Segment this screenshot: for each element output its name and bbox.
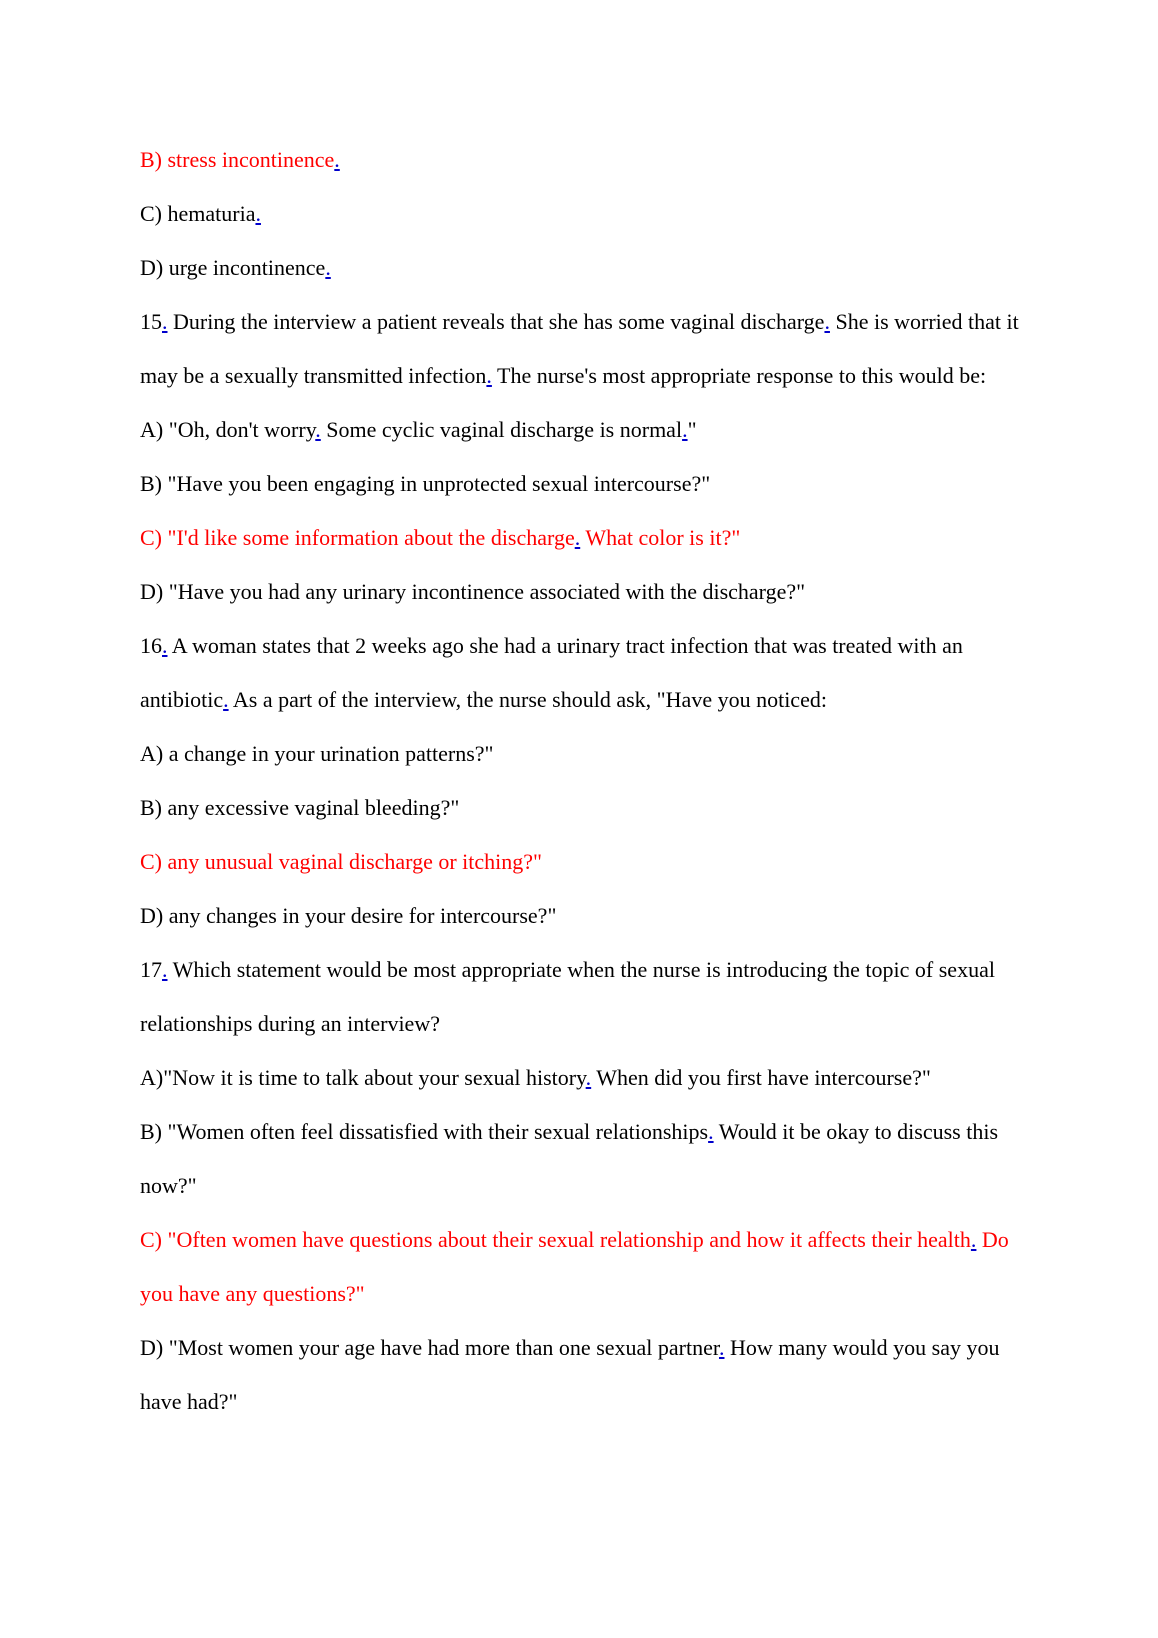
text-line: [140, 1051, 1040, 1105]
answer-line: [140, 511, 1040, 565]
period-link[interactable]: .: [718, 1335, 725, 1360]
text-line: [140, 889, 1040, 943]
period-link[interactable]: .: [255, 201, 261, 226]
text-segment: A woman states that 2 weeks ago she had a urinary tract infection that was treated with an antibiotic: [140, 633, 963, 712]
period-link[interactable]: .: [824, 309, 830, 334]
text-segment: 15: [140, 309, 162, 334]
text-segment: Which statement would be most appropriate when the nurse is introducing the topic of sexual relationships during an interview?: [140, 957, 995, 1036]
text-segment: How many would you say you have had?": [140, 1335, 1000, 1414]
text-segment: D) urge incontinence: [140, 255, 326, 280]
text-line: [140, 565, 1040, 619]
text-segment: B) "Women often feel dissatisfied with their sexual relationships: [140, 1119, 709, 1144]
text-segment: B) any excessive vaginal bleeding?": [140, 795, 460, 820]
text-segment: C) "I'd like some information about the discharge: [140, 525, 575, 550]
text-segment: 16: [140, 633, 162, 658]
text-segment: Some cyclic vaginal discharge is normal: [320, 417, 683, 442]
text-segment: ": [687, 417, 697, 442]
text-segment: A)"Now it is time to talk about your sexual history: [140, 1065, 586, 1090]
text-segment: A) a change in your urination patterns?": [140, 741, 494, 766]
period-link[interactable]: .: [162, 633, 168, 658]
text-segment: Do you have any questions?": [140, 1227, 1009, 1306]
period-link[interactable]: .: [334, 147, 340, 172]
text-segment: C) any unusual vaginal discharge or itching?": [140, 849, 543, 874]
text-line: [140, 781, 1040, 835]
text-segment: C) "Often women have questions about their sexual relationship and how it affects their health: [140, 1227, 971, 1252]
text-segment: When did you first have intercourse?": [591, 1065, 931, 1090]
document-body: [140, 133, 1040, 1429]
answer-line: [140, 835, 1040, 889]
period-link[interactable]: .: [223, 687, 229, 712]
period-link[interactable]: .: [708, 1119, 714, 1144]
text-segment: B) "Have you been engaging in unprotected sexual intercourse?": [140, 471, 711, 496]
text-segment: 17: [140, 957, 162, 982]
period-link[interactable]: .: [970, 1227, 977, 1252]
text-segment: A) "Oh, don't worry: [140, 417, 316, 442]
text-segment: Would it be okay to discuss this now?": [140, 1119, 999, 1198]
text-segment: What color is it?": [580, 525, 741, 550]
period-link[interactable]: .: [325, 255, 331, 280]
period-link[interactable]: .: [162, 309, 168, 334]
answer-line: [140, 133, 1040, 187]
text-segment: The nurse's most appropriate response to this would be:: [491, 363, 987, 388]
period-link[interactable]: .: [486, 363, 492, 388]
period-link[interactable]: .: [315, 417, 321, 442]
text-line: [140, 943, 1040, 1051]
period-link[interactable]: .: [682, 417, 688, 442]
text-line: [140, 295, 1040, 403]
text-line: [140, 727, 1040, 781]
text-segment: C) hematuria: [140, 201, 256, 226]
period-link[interactable]: .: [162, 957, 168, 982]
text-segment: D) "Have you had any urinary incontinence associated with the discharge?": [140, 579, 806, 604]
answer-line: [140, 1213, 1040, 1321]
text-segment: As a part of the interview, the nurse should ask, "Have you noticed:: [228, 687, 827, 712]
text-line: [140, 1321, 1040, 1429]
text-line: [140, 457, 1040, 511]
period-link[interactable]: .: [574, 525, 581, 550]
text-segment: During the interview a patient reveals that she has some vaginal discharge: [167, 309, 825, 334]
text-segment: D) "Most women your age have had more than one sexual partner: [140, 1335, 719, 1360]
text-segment: B) stress incontinence: [140, 147, 335, 172]
text-line: [140, 1105, 1040, 1213]
text-segment: D) any changes in your desire for intercourse?": [140, 903, 557, 928]
period-link[interactable]: .: [585, 1065, 592, 1090]
text-segment: She is worried that it may be a sexually transmitted infection: [140, 309, 1019, 388]
text-line: [140, 619, 1040, 727]
text-line: [140, 403, 1040, 457]
text-line: [140, 241, 1040, 295]
text-line: [140, 187, 1040, 241]
